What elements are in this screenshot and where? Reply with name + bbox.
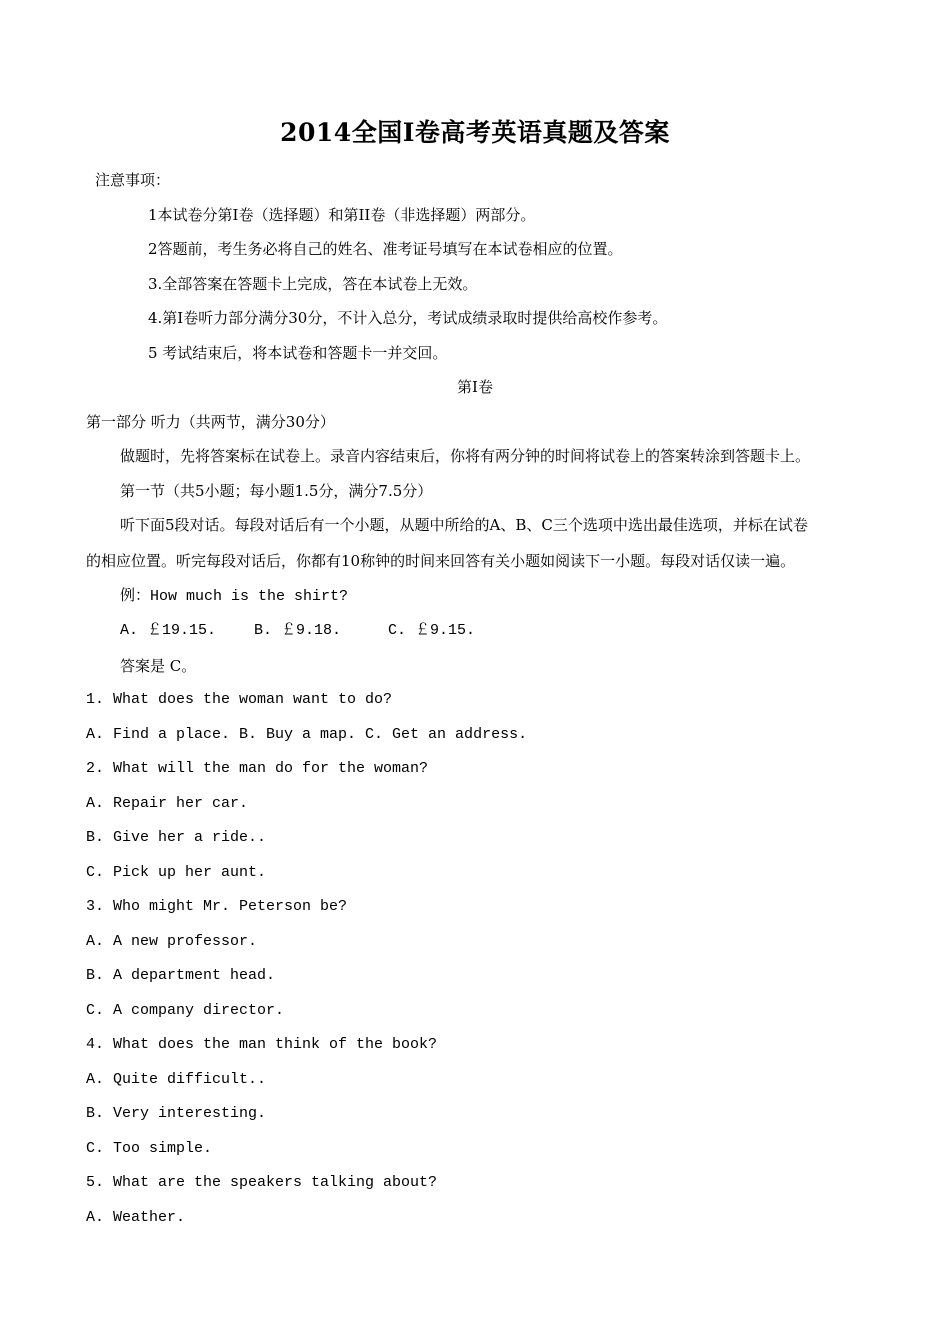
notice-heading: 注意事项：: [95, 171, 171, 189]
example-option: C. ￡9.15.: [388, 622, 476, 639]
notice-item: 1本试卷分第Ⅰ卷（选择题）和第II卷（非选择题）两部分。: [148, 206, 536, 224]
notice-item: 3.全部答案在答题卡上完成，答在本试卷上无效。: [148, 275, 478, 293]
option: B. A department head.: [86, 967, 276, 984]
page-title: 2014全国Ⅰ卷高考英语真题及答案: [280, 118, 670, 147]
section1-heading: 第一节（共5小题；每小题1.5分，满分7.5分）: [120, 482, 433, 500]
question: 1. What does the woman want to do?: [86, 691, 393, 708]
volume-label: 第Ⅰ卷: [457, 378, 493, 396]
question: 2. What will the man do for the woman?: [86, 760, 429, 777]
option: A. Weather.: [86, 1209, 186, 1226]
option: B. Give her a ride..: [86, 829, 267, 846]
section1-instruction: 听下面5段对话。每段对话后有一个小题，从题中所给的A、B、C三个选项中选出最佳选项，并标在试卷: [120, 516, 808, 534]
option: C. A company director.: [86, 1002, 285, 1019]
example-options: [120, 621, 475, 641]
option: A. A new professor.: [86, 933, 258, 950]
option: A. Find a place. B. Buy a map. C. Get an address.: [86, 726, 528, 743]
question: 3. Who might Mr. Peterson be?: [86, 898, 348, 915]
section1-instruction: 的相应位置。听完每段对话后，你都有10称钟的时间来回答有关小题如阅读下一小题。每段对话仅读一遍。: [86, 552, 796, 570]
notice-item: 5 考试结束后，将本试卷和答题卡一并交回。: [148, 344, 448, 362]
part1-instruction: 做题时，先将答案标在试卷上。录音内容结束后，你将有两分钟的时间将试卷上的答案转涂到答题卡上。: [120, 447, 811, 465]
example-option: A. ￡19.15.: [120, 622, 217, 639]
option: A. Repair her car.: [86, 795, 249, 812]
question: 5. What are the speakers talking about?: [86, 1174, 438, 1191]
question: 4. What does the man think of the book?: [86, 1036, 438, 1053]
notice-item: 4.第Ⅰ卷听力部分满分30分，不计入总分，考试成绩录取时提供给高校作参考。: [148, 309, 668, 327]
option: B. Very interesting.: [86, 1105, 267, 1122]
part1-heading: 第一部分 听力（共两节，满分30分）: [86, 413, 335, 431]
notice-item: 2答题前，考生务必将自己的姓名、准考证号填写在本试卷相应的位置。: [148, 240, 623, 258]
option: C. Too simple.: [86, 1140, 213, 1157]
example-question: 例：How much is the shirt?: [120, 588, 349, 605]
example-answer: 答案是 C。: [120, 657, 197, 675]
option: C. Pick up her aunt.: [86, 864, 267, 881]
example-option: B. ￡9.18.: [254, 622, 342, 639]
option: A. Quite difficult..: [86, 1071, 267, 1088]
